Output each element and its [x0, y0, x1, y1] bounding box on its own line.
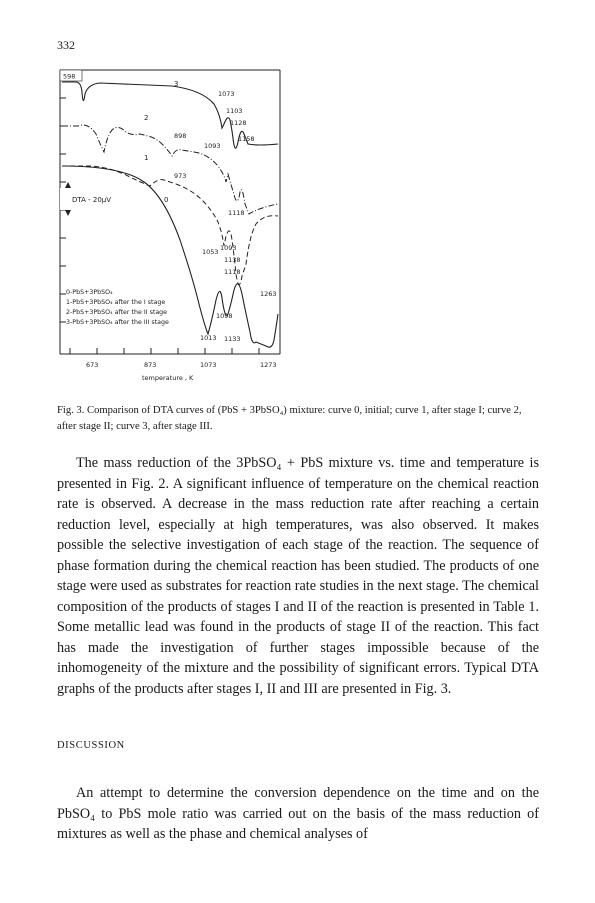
label-1138: 1138 — [224, 256, 241, 264]
legend-item-2: 2-PbS+3PbSO₄ after the II stage — [66, 309, 168, 316]
label-1098: 1098 — [216, 312, 233, 320]
label-598: 598 — [63, 72, 76, 81]
label-1133: 1133 — [224, 335, 241, 343]
body-paragraph-2: An attempt to determine the conversion dependence on the time and on the PbSO₄ to PbS mole ratio was carried out on the basis of the mass reduction of mixtures as well as the phase and chemical analyses of — [57, 785, 539, 842]
x-axis-label: temperature , K — [142, 374, 194, 382]
scale-arrow-down — [65, 210, 71, 216]
page-number: 332 — [57, 38, 75, 52]
label-1073-top: 1073 — [218, 90, 235, 98]
curve-1 — [62, 166, 278, 285]
label-1158: 1158 — [238, 135, 255, 143]
label-1093-low: 1093 — [220, 244, 237, 252]
legend-item-1: 1-PbS+3PbSO₄ after the I stage — [66, 299, 166, 306]
label-1013: 1013 — [200, 334, 217, 342]
x-tick-1073: 1073 — [200, 361, 217, 369]
body-paragraph-1: The mass reduction of the 3PbSO₄ + PbS mixture vs. time and temperature is presented in Fig. 2. A significant influence of temperature on the chemical reaction rate is observed. A decrease in the mass reduction rate after reaching a certain reduction level, especially at high temperatures, was also observed. It makes possible the selective investigation of each stage of the reaction. The sequence of phase formation during the chemical reaction has been studied. The products of one stage were used as substrates for reaction rate studies in the next stage. The chemical composition of the products of stages I and II of the reaction is presented in Table 1. Some metallic lead was found in the products of stage II of the reaction. This fact has made the investigation of further stages impossible because of the inhomogeneity of the mixture and the possibility of significant errors. Typical DTA graphs of the products after stages I, II and III are presented in Fig. 3. — [57, 455, 539, 697]
legend-item-3: 3-PbS+3PbSO₄ after the III stage — [66, 319, 169, 326]
curve-number-2: 2 — [144, 114, 149, 122]
scale-arrow-up — [65, 182, 71, 188]
label-973: 973 — [174, 172, 187, 180]
dta-chart — [52, 64, 292, 394]
figure-caption: Fig. 3. Comparison of DTA curves of (PbS + 3PbSO₄) mixture: curve 0, initial; curve 1, after stage I; curve 2, after stage II; curve 3, after stage III. — [57, 405, 522, 432]
label-1263: 1263 — [260, 290, 277, 298]
curve-number-3: 3 — [174, 80, 179, 88]
curve-number-0: 0 — [164, 196, 169, 204]
curve-number-1: 1 — [144, 154, 149, 162]
x-tick-873: 873 — [144, 361, 157, 369]
dta-figure — [52, 64, 292, 394]
x-tick-1273: 1273 — [260, 361, 277, 369]
bottom-ticks — [70, 348, 259, 354]
label-1103: 1103 — [226, 107, 243, 115]
label-1093-mid: 1093 — [204, 142, 221, 150]
label-1118-b: 1118 — [224, 268, 241, 276]
scale-label: DTA - 20μV — [72, 196, 112, 204]
x-tick-673: 673 — [86, 361, 99, 369]
label-898: 898 — [174, 132, 187, 140]
label-1128: 1128 — [230, 119, 247, 127]
label-1118-a: 1118 — [228, 209, 245, 217]
label-1053: 1053 — [202, 248, 219, 256]
section-heading: DISCUSSION — [57, 740, 125, 751]
legend-item-0: 0-PbS+3PbSO₄ — [66, 289, 113, 296]
